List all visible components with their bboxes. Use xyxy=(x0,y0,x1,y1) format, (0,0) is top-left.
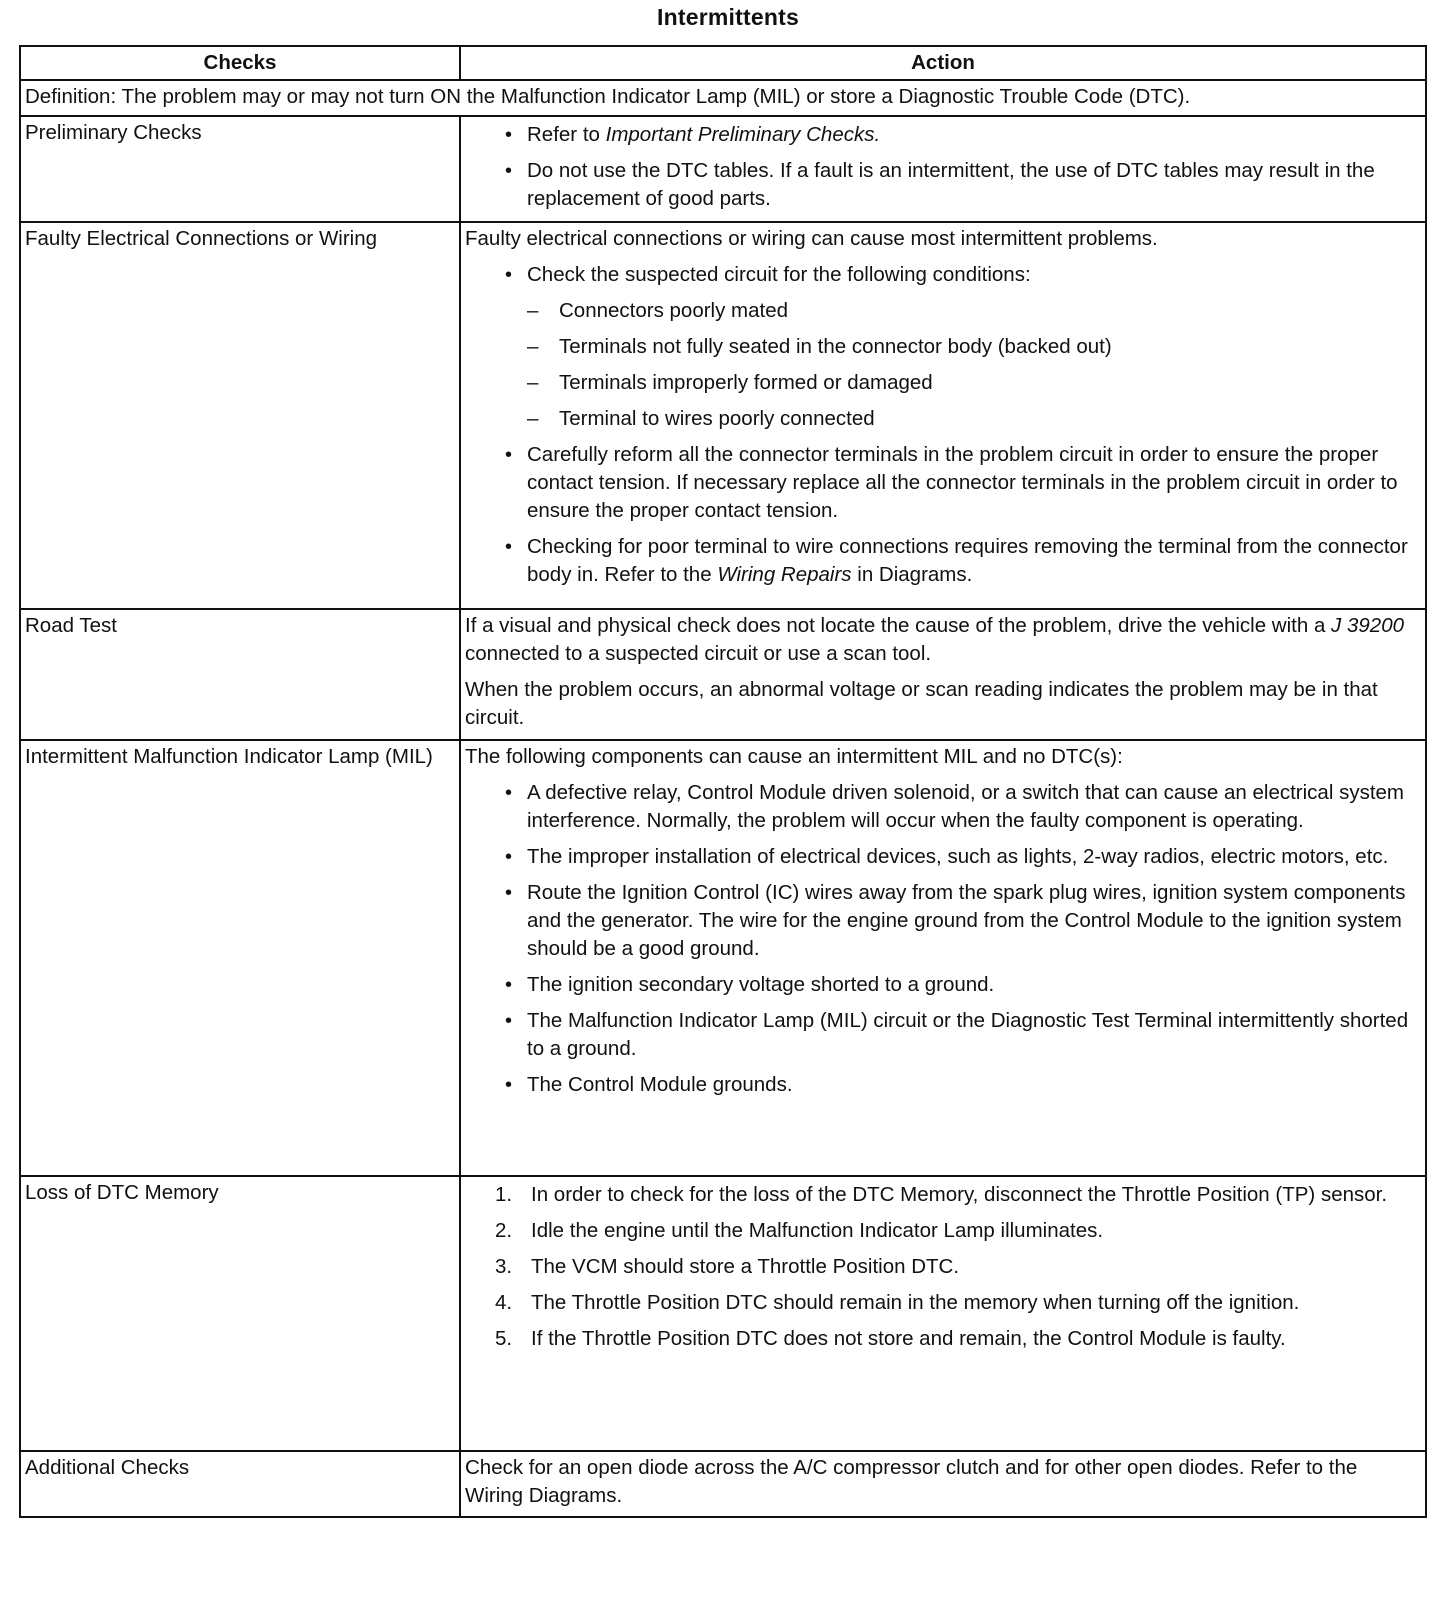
action-cell xyxy=(460,609,1426,740)
list-item: • Carefully reform all the connector terminals in the problem circuit in order to ensure the proper contact tension. If necessary replace all the connector terminals in the problem circuit in order to ensure the proper contact tension. xyxy=(505,443,1398,522)
step-item: 5. If the Throttle Position DTC does not store and remain, the Control Module is faulty. xyxy=(495,1327,1286,1350)
table-row xyxy=(20,609,1426,740)
table-row xyxy=(20,1176,1426,1451)
step-item: 2. Idle the engine until the Malfunction Indicator Lamp illuminates. xyxy=(495,1219,1104,1242)
sub-list-item: – Connectors poorly mated xyxy=(527,299,789,322)
check-label: Loss of DTC Memory xyxy=(20,1176,460,1451)
action-cell xyxy=(460,740,1426,1176)
action-cell: Check for an open diode across the A/C compressor clutch and for other open diodes. Refer to the Wiring Diagrams. xyxy=(460,1451,1426,1517)
action-intro: The following components can cause an intermittent MIL and no DTC(s): xyxy=(465,745,1123,768)
sub-list-item: – Terminal to wires poorly connected xyxy=(527,407,875,430)
action-paragraph: When the problem occurs, an abnormal voltage or scan reading indicates the problem may be in that circuit. xyxy=(465,678,1378,729)
header-row xyxy=(20,46,1426,80)
check-label: Preliminary Checks xyxy=(20,116,460,222)
check-label: Road Test xyxy=(20,609,460,740)
check-label: Intermittent Malfunction Indicator Lamp (MIL) xyxy=(20,740,460,1176)
table-row xyxy=(20,116,1426,222)
list-item: • Check the suspected circuit for the following conditions: – Connectors poorly mated – Terminals not fully seated in the connector body (backed out) – Terminals improperly formed or damaged – Terminal to wires poorly connected xyxy=(465,261,1421,433)
check-label: Additional Checks xyxy=(20,1451,460,1517)
list-item: • Route the Ignition Control (IC) wires away from the spark plug wires, ignition system components and the generator. The wire for the engine ground from the Control Module to the ignition system should be a good ground. xyxy=(505,881,1406,960)
list-item: • A defective relay, Control Module driven solenoid, or a switch that can cause an electrical system interference. Normally, the problem will occur when the faulty component is operating. xyxy=(505,781,1404,832)
action-header: Action xyxy=(460,46,1426,80)
step-item: 3. The VCM should store a Throttle Position DTC. xyxy=(495,1255,960,1278)
action-paragraph: If a visual and physical check does not locate the cause of the problem, drive the vehicle with a J 39200 connected to a suspected circuit or use a scan tool. xyxy=(465,614,1404,665)
intermittents-table xyxy=(19,45,1427,1518)
definition-row xyxy=(20,80,1426,116)
list-item: • The ignition secondary voltage shorted to a ground. xyxy=(505,973,995,996)
list-item: • Do not use the DTC tables. If a fault is an intermittent, the use of DTC tables may result in the replacement of good parts. xyxy=(505,159,1375,210)
action-intro: Faulty electrical connections or wiring can cause most intermittent problems. xyxy=(465,227,1158,250)
step-item: 1. In order to check for the loss of the DTC Memory, disconnect the Throttle Position (TP) sensor. xyxy=(495,1183,1388,1206)
check-label: Faulty Electrical Connections or Wiring xyxy=(20,222,460,609)
table-row xyxy=(20,740,1426,1176)
table-row xyxy=(20,1451,1426,1517)
action-cell xyxy=(460,116,1426,222)
page-title: Intermittents xyxy=(657,4,799,30)
action-cell xyxy=(460,222,1426,609)
action-cell xyxy=(460,1176,1426,1451)
checks-header: Checks xyxy=(20,46,460,80)
sub-list-item: – Terminals improperly formed or damaged xyxy=(527,371,933,394)
table-row xyxy=(20,222,1426,609)
step-item: 4. The Throttle Position DTC should remain in the memory when turning off the ignition. xyxy=(495,1291,1300,1314)
sub-list-item: – Terminals not fully seated in the connector body (backed out) xyxy=(527,335,1112,358)
list-item: • The improper installation of electrical devices, such as lights, 2-way radios, electric motors, etc. xyxy=(505,845,1389,868)
list-item: • The Malfunction Indicator Lamp (MIL) circuit or the Diagnostic Test Terminal intermittently shorted to a ground. xyxy=(505,1009,1409,1060)
list-item: • Refer to Important Preliminary Checks. xyxy=(505,123,881,146)
definition-text: Definition: The problem may or may not turn ON the Malfunction Indicator Lamp (MIL) or store a Diagnostic Trouble Code (DTC). xyxy=(20,80,1426,116)
list-item: • The Control Module grounds. xyxy=(505,1073,793,1096)
list-item: • Checking for poor terminal to wire connections requires removing the terminal from the connector body in. Refer to the Wiring Repairs in Diagrams. xyxy=(505,535,1408,586)
